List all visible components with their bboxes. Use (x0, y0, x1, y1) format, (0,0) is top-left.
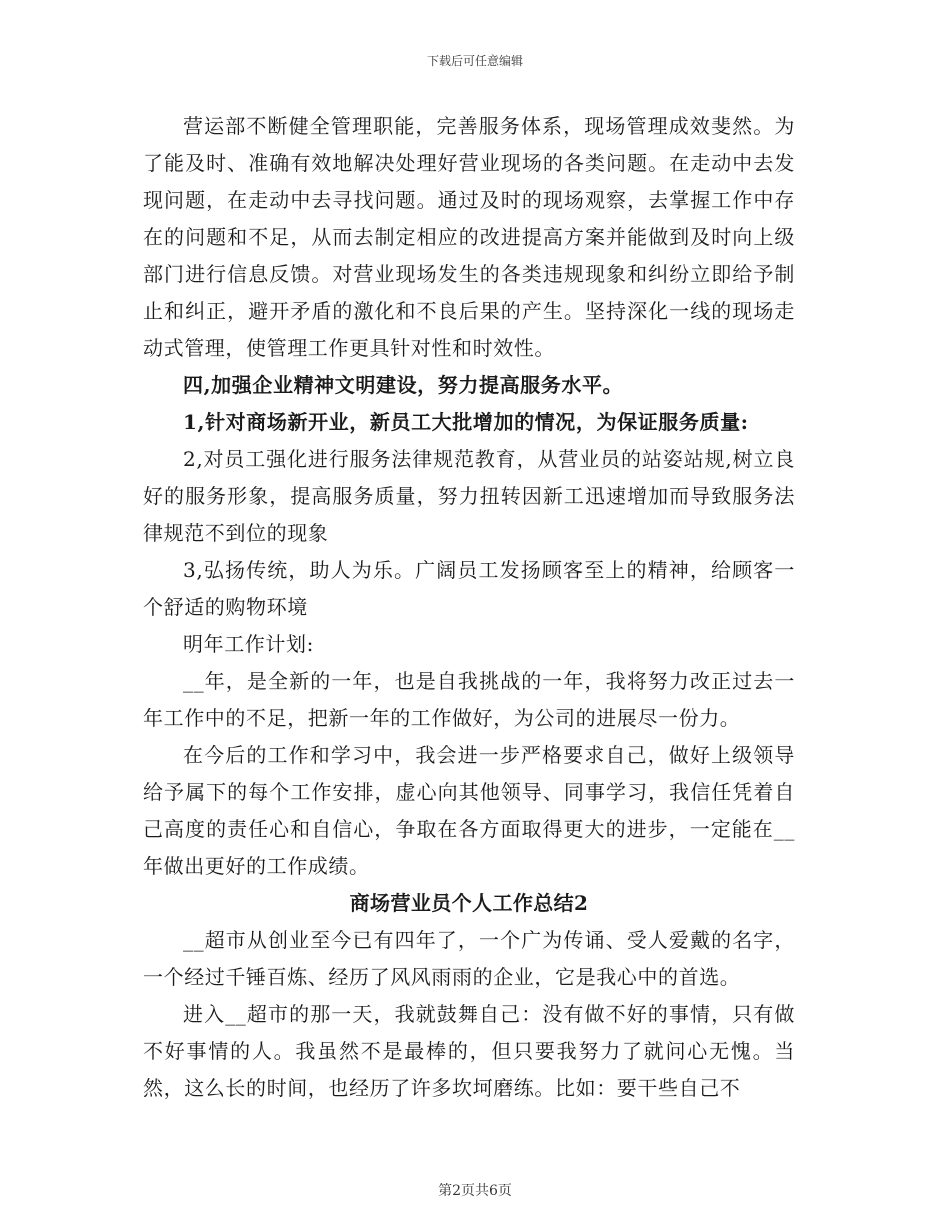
page-header: 下载后可任意编辑 (426, 54, 523, 68)
paragraph-item-three: 3,弘扬传统，助人为乐。广阔员工发扬顾客至上的精神，给顾客一个舒适的购物环境 (143, 558, 795, 619)
paragraph-future-work: 在今后的工作和学习中，我会进一步严格要求自己，做好上级领导给予属下的每个工作安排，虚心向其他领导、同事学习，我信任凭着自己高度的责任心和自信心，争取在各方面取得更大的进步，一定能在__年做出更好的工作成绩。 (143, 743, 795, 878)
page-number: 第2页共6页 (438, 1183, 512, 1199)
paragraph-first-day: 进入__超市的那一天，我就鼓舞自己：没有做不好的事情，只有做不好事情的人。我虽然不是最棒的，但只要我努力了就问心无愧。当然，这么长的时间，也经历了许多坎坷磨练。比如：要干些自己不 (143, 1002, 795, 1100)
paragraph-operations: 营运部不断健全管理职能，完善服务体系，现场管理成效斐然。为了能及时、准确有效地解决处理好营业现场的各类问题。在走动中去发现问题，在走动中去寻找问题。通过及时的现场观察，去掌握工作中存在的问题和不足，从而去制定相应的改进提高方案并能做到及时向上级部门进行信息反馈。对营业现场发生的各类违规现象和纠纷立即给予制止和纠正，避开矛盾的激化和不良后果的产生。坚持深化一线的现场走动式管理，使管理工作更具针对性和时效性。 (143, 114, 795, 360)
heading-section-four: 四,加强企业精神文明建设，努力提高服务水平。 (183, 373, 624, 397)
heading-item-one: 1,针对商场新开业，新员工大批增加的情况，为保证服务质量: (183, 410, 749, 434)
document-body (143, 108, 795, 1107)
paragraph-new-year: __年，是全新的一年，也是自我挑战的一年，我将努力改正过去一年工作中的不足，把新一年的工作做好，为公司的进展尽一份力。 (143, 669, 795, 730)
paragraph-item-two: 2,对员工强化进行服务法律规范教育，从营业员的站姿站规,树立良好的服务形象，提高服务质量，努力扭转因新工迅速增加而导致服务法律规范不到位的现象 (143, 447, 795, 545)
section-title: 商场营业员个人工作总结2 (349, 891, 589, 915)
paragraph-supermarket-intro: __超市从创业至今已有四年了，一个广为传诵、受人爱戴的名字，一个经过千锤百炼、经历了风风雨雨的企业，它是我心中的首选。 (143, 928, 795, 989)
paragraph-plan-label: 明年工作计划: (183, 632, 314, 656)
